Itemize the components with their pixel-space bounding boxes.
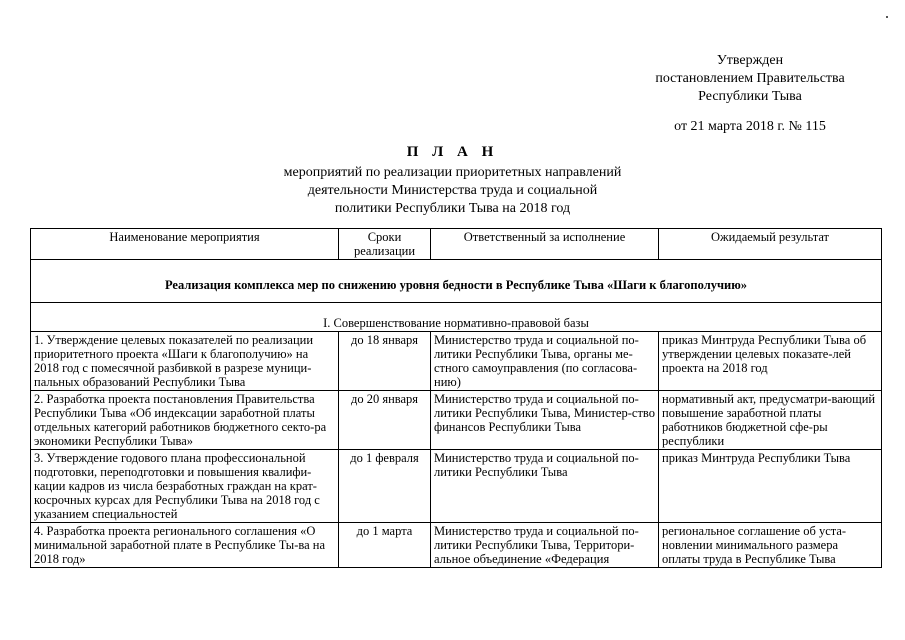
- scan-speck: [886, 16, 888, 18]
- cell-responsible: Министерство труда и социальной по-литики Республики Тыва, Территори-альное объединение «Федерация: [431, 523, 659, 568]
- cell-result: приказ Минтруда Республики Тыва: [659, 450, 882, 523]
- approval-line-1: Утвержден: [716, 53, 784, 68]
- subsection-row: [31, 315, 882, 332]
- cell-responsible: Министерство труда и социальной по-литики Республики Тыва, органы ме-стного самоуправления (по согласова-нию): [431, 332, 659, 391]
- cell-responsible: Министерство труда и социальной по-литики Республики Тыва: [431, 450, 659, 523]
- cell-name: 3. Утверждение годового плана профессиональной подготовки, переподготовки и повышения квалифи-кации кадров из числа безработных граждан на крат-косрочных курсах для Республики Тыва на 2018 год с указанием специальностей: [31, 450, 339, 523]
- table-row: [31, 391, 882, 450]
- cell-name: 2. Разработка проекта постановления Правительства Республики Тыва «Об индексации заработной платы отдельных категорий работников бюджетного секто-ра экономики Республики Тыва»: [31, 391, 339, 450]
- cell-result: приказ Минтруда Республики Тыва об утверждении целевых показате-лей проекта на 2018 год: [659, 332, 882, 391]
- title-line-1: мероприятий по реализации приоритетных направлений: [283, 165, 622, 180]
- header-responsible: Ответственный за исполнение: [431, 229, 659, 260]
- table-row: [31, 523, 882, 568]
- header-result: Ожидаемый результат: [659, 229, 882, 260]
- spacer-row: [31, 260, 882, 273]
- cell-deadline: до 1 марта: [339, 523, 431, 568]
- table-row: [31, 332, 882, 391]
- document-title: [0, 142, 905, 218]
- section-title: Реализация комплекса мер по снижению уровня бедности в Республике Тыва «Шаги к благополучию»: [31, 272, 882, 303]
- section-row: [31, 272, 882, 303]
- spacer-row: [31, 303, 882, 316]
- plan-table: [30, 228, 882, 568]
- cell-name: 1. Утверждение целевых показателей по реализации приоритетного проекта «Шаги к благополучию» на 2018 год с помесячной разбивкой в разрезе муници-пальных образований Республики Тыва: [31, 332, 339, 391]
- header-deadline: Сроки реализации: [339, 229, 431, 260]
- header-name: Наименование мероприятия: [31, 229, 339, 260]
- table-row: [31, 450, 882, 523]
- approval-line-3: Республики Тыва: [698, 89, 802, 104]
- subsection-title: I. Совершенствование нормативно-правовой базы: [31, 315, 882, 332]
- cell-name: 4. Разработка проекта регионального соглашения «О минимальной заработной плате в Республике Ты-ва на 2018 год»: [31, 523, 339, 568]
- plan-heading: П Л А Н: [406, 144, 499, 160]
- approval-date: от 21 марта 2018 г. № 115: [674, 119, 826, 134]
- approval-stamp: [600, 52, 900, 136]
- title-line-3: политики Республики Тыва на 2018 год: [334, 201, 571, 216]
- cell-responsible: Министерство труда и социальной по-литики Республики Тыва, Министер-ство финансов Республики Тыва: [431, 391, 659, 450]
- cell-result: региональное соглашение об уста-новлении минимального размера оплаты труда в Республике Тыва: [659, 523, 882, 568]
- cell-deadline: до 1 февраля: [339, 450, 431, 523]
- approval-line-2: постановлением Правительства: [655, 71, 845, 86]
- title-line-2: деятельности Министерства труда и социальной: [307, 183, 598, 198]
- cell-result: нормативный акт, предусматри-вающий повышение заработной платы работников бюджетной сфе-ры республики: [659, 391, 882, 450]
- table-header-row: [31, 229, 882, 260]
- cell-deadline: до 18 января: [339, 332, 431, 391]
- cell-deadline: до 20 января: [339, 391, 431, 450]
